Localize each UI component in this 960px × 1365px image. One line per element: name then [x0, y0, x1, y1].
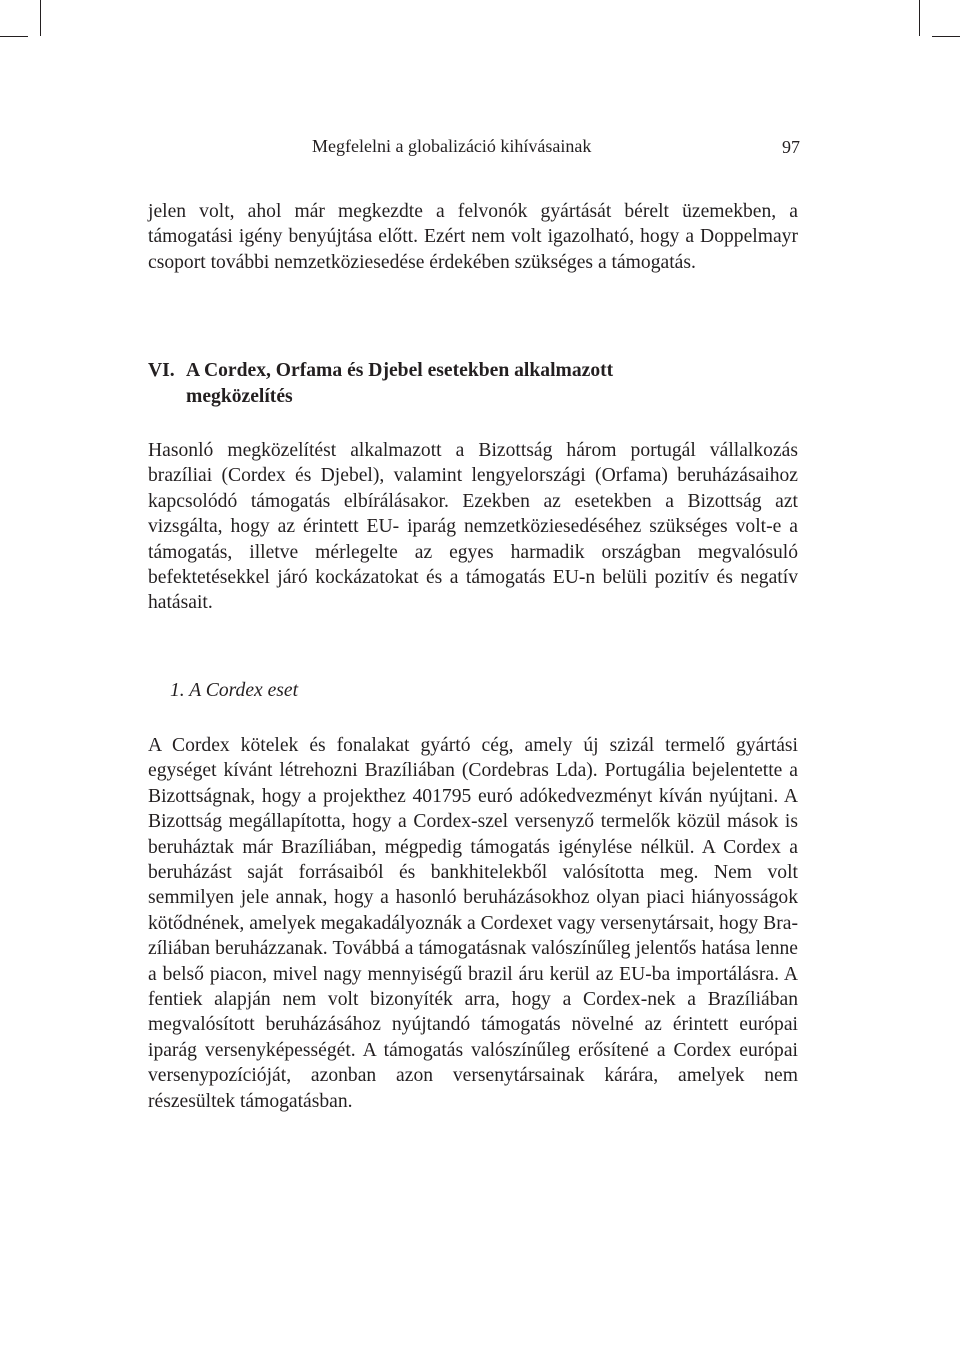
section-heading	[148, 358, 798, 410]
section-number: VI.	[148, 360, 175, 381]
running-title: Megfelelni a globalizáció kihívásainak	[312, 136, 592, 156]
body-text-intro	[148, 199, 798, 275]
body-text-cordex	[148, 733, 798, 1114]
page-number: 97	[782, 137, 800, 157]
crop-mark-right	[932, 36, 960, 37]
paragraph: A Cordex kötelek és fonalakat gyártó cég, amely új szizál termelő gyártási egységet kívánt létrehozni Brazíliában (Cordebras Lda). Portugália bejelentette a Bizottságnak, hogy a projekthez 401795 euró adókedvezményt kíván nyújtani. A Bizottság megállapította, hogy a Cordex-szel versenyző termelők közül mások is beruháztak már Brazíliában, mégpedig támogatás igénylése nélkül. A Cordex a beruházást saját forrásaiból és bankhitelekből valósította meg. Nem volt semmilyen jele annak, hogy a hasonló beruházásokhoz olyan piaci hiányosságok kötődnének, amelyek megakadályoznák a Cordexet vagy versenytársait, hogy Brazíliában beruházzanak. Továbbá a támogatásnak valószínűleg jelentős hatása lenne a belső piacon, mivel nagy mennyiségű brazil áru kerül az EU-ba importálásra. A fentiek alapján nem volt bizonyíték arra, hogy a Cordex-nek a Brazíliában megvalósított beruházásához nyújtandó támogatás növelné az érintett európai iparág versenyképességét. A támogatás valószínűleg erősítené a Cordex európai versenypozícióját, azonban azon versenytársainak kárára, amelyek nem részesültek támogatásban.	[148, 735, 798, 1112]
crop-mark-top-left	[40, 0, 41, 36]
paragraph: Hasonló megközelítést alkalmazott a Bizottság három portugál vállalkozás brazíliai (Cordex és Djebel), valamint lengyelországi (Orfama) beruházásaihoz kapcsolódó támogatás elbírálásakor. Ezekben az esetekben a Bizottság azt vizsgálta, hogy az érintett EU- iparág nemzetköziesedéséhez szükséges volt-e a támogatás, illetve mérlegelte az egyes harmadik országban megvalósuló befektetésekkel járó kockázatokat és a támogatás EU-n belüli pozitív és negatív hatásait.	[148, 440, 798, 614]
crop-mark-top-right	[919, 0, 920, 36]
paragraph: jelen volt, ahol már megkezdte a felvonók gyártását bérelt üzemekben, a támogatási igény benyújtása előtt. Ezért nem volt igazolható, hogy a Doppelmayr csoport további nemzetköziesedése érdekében szükséges a támogatás.	[148, 201, 798, 273]
section-title-line-2: megközelítés	[186, 386, 293, 407]
crop-mark-left	[0, 36, 28, 37]
section-title-line-1: A Cordex, Orfama és Djebel esetekben alkalmazott	[186, 360, 614, 381]
body-text-section	[148, 438, 798, 616]
subsection-heading: 1. A Cordex eset	[170, 680, 299, 701]
running-header	[312, 133, 804, 159]
